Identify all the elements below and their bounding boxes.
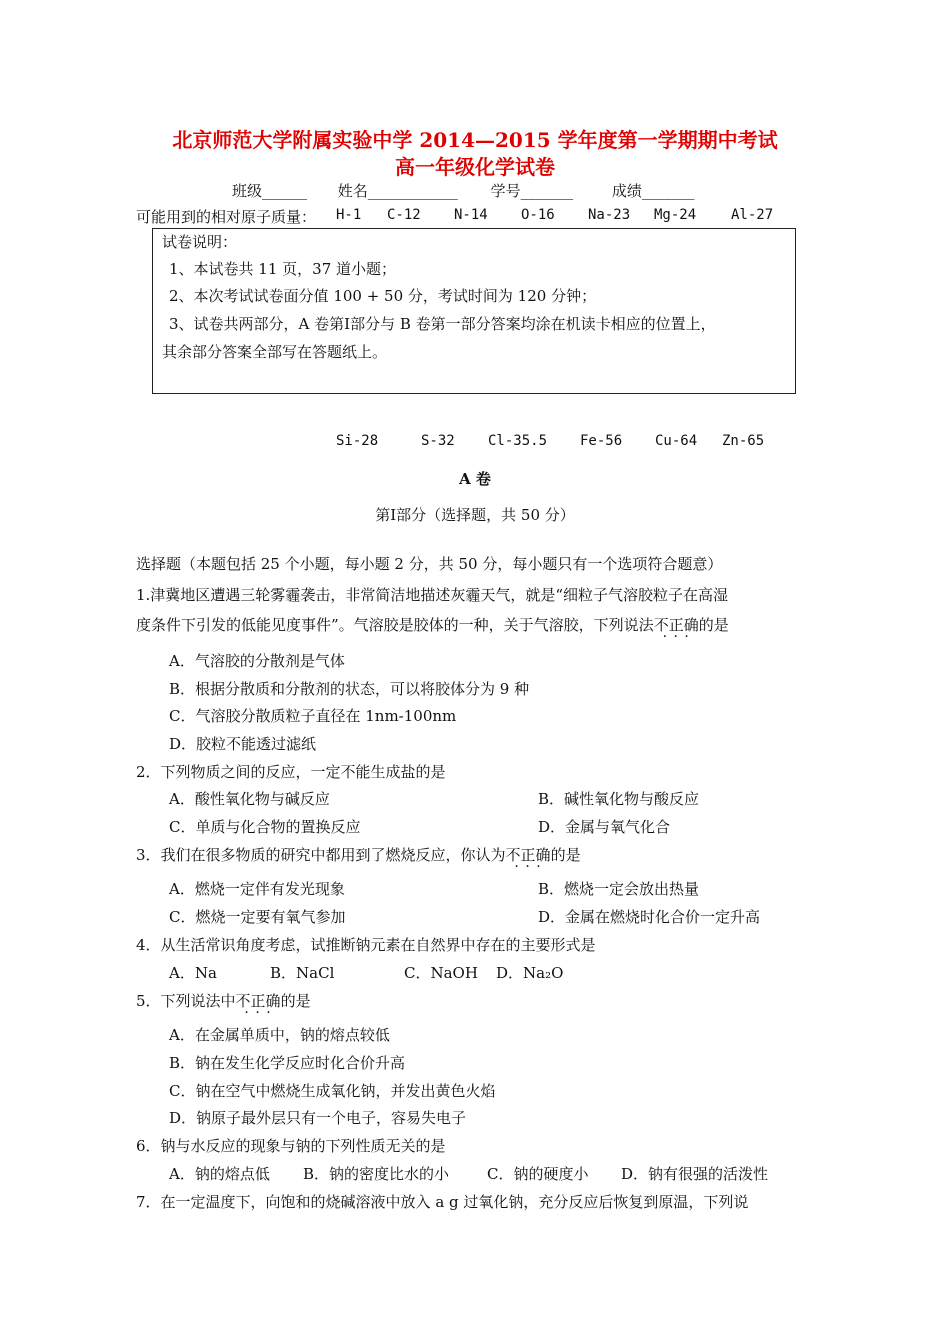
q1-option-a: A．气溶胶的分散剂是气体 — [169, 652, 345, 670]
q3-emphasis: 不正确 · · · — [506, 844, 551, 865]
q1-emphasis: 不正确 · · · — [654, 614, 699, 635]
q6-option-b: B．钠的密度比水的小 — [303, 1165, 450, 1183]
q3-option-c: C．燃烧一定要有氧气参加 — [169, 908, 346, 926]
atomic-mass-na: Na-23 — [588, 207, 631, 223]
q2-option-b: B．碱性氧化物与酸反应 — [538, 790, 700, 808]
atomic-mass-c: C-12 — [387, 207, 421, 223]
q1-option-b: B．根据分散质和分散剂的状态，可以将胶体分为 9 种 — [169, 680, 530, 698]
part-title: 第Ⅰ部分（选择题，共 50 分） — [375, 506, 575, 524]
q2-option-d: D．金属与氧气化合 — [538, 818, 671, 836]
q3-option-d: D．金属在燃烧时化合价一定升高 — [538, 908, 761, 926]
q6-option-c: C．钠的硬度小 — [487, 1165, 589, 1183]
atomic-mass-n: N-14 — [454, 207, 488, 223]
q2-stem: 2．下列物质之间的反应，一定不能生成盐的是 — [136, 763, 446, 781]
atomic-mass-mg: Mg-24 — [654, 207, 697, 223]
q1-option-d: D．胶粒不能透过滤纸 — [169, 735, 317, 753]
q1-stem-line2: 度条件下引发的低能见度事件”。气溶胶是胶体的一种，关于气溶胶，下列说法不正确 · · ·的是 — [136, 614, 729, 635]
instruction-item-4: 其余部分答案全部写在答题纸上。 — [162, 343, 388, 361]
atomic-mass-cu: Cu-64 — [655, 433, 698, 449]
atomic-mass-h: H-1 — [336, 207, 362, 223]
atomic-mass-o: O-16 — [521, 207, 555, 223]
atomic-mass-fe: Fe-56 — [580, 433, 623, 449]
exam-title-line2: 高一年级化学试卷 — [395, 155, 555, 179]
atomic-mass-cl: Cl-35.5 — [488, 433, 548, 449]
q1-stem-line1: 1.津冀地区遭遇三轮雾霾袭击，非常简洁地描述灰霾天气，就是“细粒子气溶胶粒子在高湿 — [136, 586, 728, 604]
name-field: 姓名____________ — [337, 182, 458, 200]
q6-option-a: A．钠的熔点低 — [169, 1165, 270, 1183]
q2-option-a: A．酸性氧化物与碱反应 — [169, 790, 330, 808]
instruction-item-2: 2、本次考试试卷面分值 100 + 50 分，考试时间为 120 分钟； — [169, 287, 597, 305]
q5-option-a: A．在金属单质中，钠的熔点较低 — [169, 1026, 390, 1044]
section-intro: 选择题（本题包括 25 个小题，每小题 2 分，共 50 分，每小题只有一个选项符合题意） — [136, 555, 723, 573]
q4-option-a: A．Na — [169, 964, 217, 982]
q2-option-c: C．单质与化合物的置换反应 — [169, 818, 361, 836]
atomic-mass-si: Si-28 — [336, 433, 379, 449]
atomic-mass-al: Al-27 — [731, 207, 774, 223]
q5-option-c: C．钠在空气中燃烧生成氧化钠，并发出黄色火焰 — [169, 1082, 496, 1100]
q1-option-c: C．气溶胶分散质粒子直径在 1nm-100nm — [169, 707, 457, 725]
atomic-mass-s: S-32 — [421, 433, 455, 449]
q3-option-b: B．燃烧一定会放出热量 — [538, 880, 700, 898]
q5-emphasis: 不正确 · · · — [236, 990, 281, 1011]
instruction-item-3: 3、试卷共两部分，A 卷第Ⅰ部分与 B 卷第一部分答案均涂在机读卡相应的位置上， — [169, 315, 716, 333]
q4-option-b: B．NaCl — [270, 964, 335, 982]
score-field: 成绩_______ — [611, 182, 695, 200]
student-info-row — [232, 180, 694, 201]
q7-stem: 7．在一定温度下，向饱和的烧碱溶液中放入 a g 过氧化钠，充分反应后恢复到原温，下列说 — [136, 1193, 749, 1211]
section-title: A 卷 — [459, 470, 491, 488]
instructions-box — [152, 228, 796, 394]
q6-option-d: D．钠有很强的活泼性 — [621, 1165, 769, 1183]
q3-option-a: A．燃烧一定伴有发光现象 — [169, 880, 345, 898]
q4-stem: 4．从生活常识角度考虑，试推断钠元素在自然界中存在的主要形式是 — [136, 936, 596, 954]
q6-stem: 6．钠与水反应的现象与钠的下列性质无关的是 — [136, 1137, 446, 1155]
instruction-item-1: 1、本试卷共 11 页，37 道小题； — [169, 260, 397, 278]
q5-option-d: D．钠原子最外层只有一个电子，容易失电子 — [169, 1109, 467, 1127]
atomic-mass-label: 可能用到的相对原子质量： — [136, 208, 317, 226]
q4-option-d: D．Na₂O — [496, 964, 564, 982]
q4-option-c: C．NaOH — [404, 964, 478, 982]
exam-title-line1: 北京师范大学附属实验中学 2014—2015 学年度第一学期期中考试 — [172, 128, 778, 152]
class-field: 班级______ — [232, 182, 308, 200]
atomic-mass-zn: Zn-65 — [722, 433, 765, 449]
q5-option-b: B．钠在发生化学反应时化合价升高 — [169, 1054, 406, 1072]
q5-stem: 5．下列说法中不正确 · · ·的是 — [136, 990, 311, 1011]
instructions-heading: 试卷说明： — [162, 233, 238, 251]
q3-stem: 3．我们在很多物质的研究中都用到了燃烧反应，你认为不正确 · · ·的是 — [136, 844, 581, 865]
student-id-field: 学号_______ — [490, 182, 574, 200]
